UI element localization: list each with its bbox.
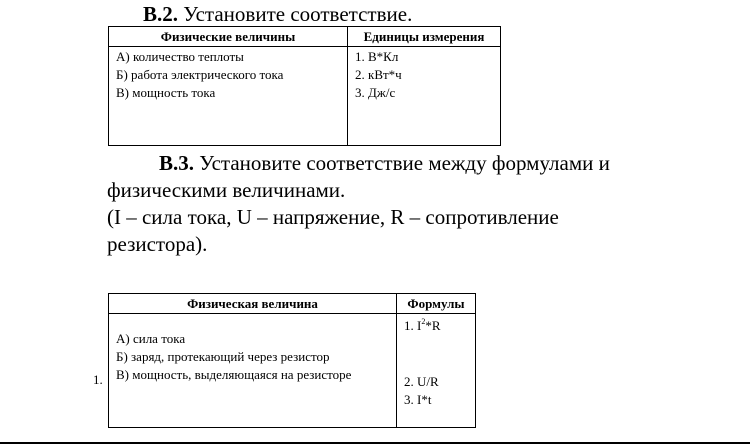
b3-line-1 <box>107 150 707 177</box>
b3-header-quantity: Физическая величина <box>109 294 397 314</box>
b2-instruction: Установите соответствие. <box>178 2 413 26</box>
b3-formula-2: 2. U/R <box>404 374 439 389</box>
b2-header-units: Единицы измерения <box>348 27 501 47</box>
b3-formula-1-tail: *R <box>425 318 441 333</box>
b3-formula-gap <box>404 335 475 373</box>
bottom-rule <box>0 442 750 444</box>
b3-quantities-cell <box>109 314 397 428</box>
b3-item-b: Б) заряд, протекающий через резистор <box>116 349 330 364</box>
b3-item-c: В) мощность, выделяющаяся на резисторе <box>116 367 352 382</box>
b3-header-formulas: Формулы <box>397 294 476 314</box>
b3-formula-3: 3. I*t <box>404 392 432 407</box>
b2-unit-1: 1. В*Кл <box>355 49 399 64</box>
b3-formula-1-base: 1. I <box>404 318 422 333</box>
b3-formula-1-exponent: 2 <box>421 316 426 326</box>
b2-header-quantities: Физические величины <box>109 27 348 47</box>
b2-quantities-cell <box>109 47 348 146</box>
b2-units-cell <box>348 47 501 146</box>
b3-line-2: физическими величинами. <box>107 178 346 202</box>
b2-item-c: В) мощность тока <box>116 85 216 100</box>
b3-instruction-1: Установите соответствие между формулами и <box>194 151 610 175</box>
b3-number: В.3. <box>159 151 195 175</box>
b2-number: В.2. <box>143 2 179 26</box>
b2-item-a: А) количество теплоты <box>116 49 244 64</box>
stray-list-number: 1. <box>93 372 103 387</box>
b3-formulas-cell <box>397 314 476 428</box>
b3-formula-1 <box>404 317 475 335</box>
b3-item-a: А) сила тока <box>116 331 186 346</box>
b2-heading <box>143 2 412 26</box>
b3-legend-2: резистора). <box>107 232 208 256</box>
b2-item-b: Б) работа электрического тока <box>116 67 284 82</box>
b2-unit-3: 3. Дж/с <box>355 85 396 100</box>
b2-table <box>108 26 501 146</box>
b3-text <box>107 150 707 258</box>
b3-table <box>108 293 476 428</box>
b2-unit-2: 2. кВт*ч <box>355 67 402 82</box>
b3-legend-1: (I – сила тока, U – напряжение, R – сопротивление <box>107 205 559 229</box>
